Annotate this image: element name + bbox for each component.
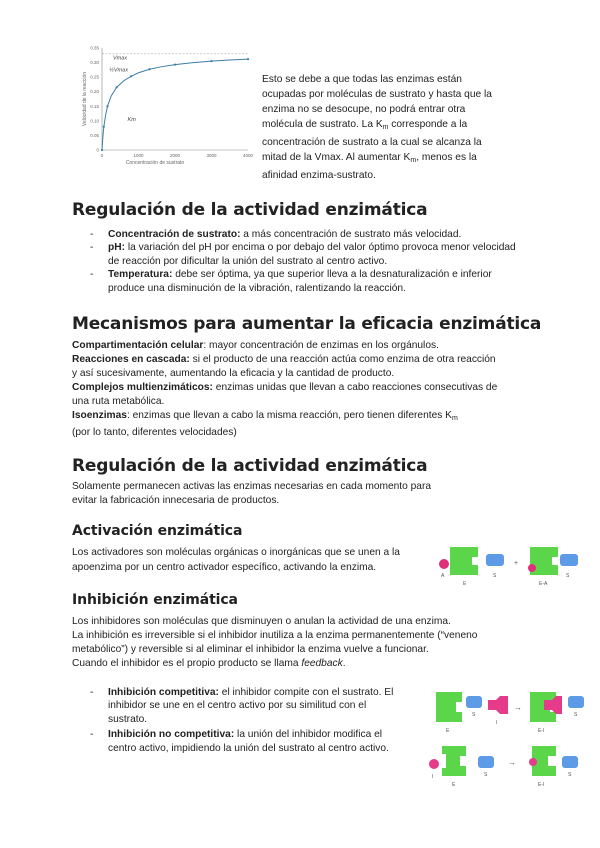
inhibitor-molecule — [429, 759, 439, 769]
substrate-molecule-2 — [562, 756, 578, 768]
label-i: I — [432, 774, 434, 780]
label-s2: S — [568, 772, 572, 778]
x-tick-label: 0 — [100, 153, 104, 158]
mechanism-item: Reacciones en cascada: si el producto de una reacción actúa como enzima de otra reacción y así sucesivamente, aumentando la eficacia y la cantidad de producto. — [72, 354, 496, 379]
label-ei: E-I — [538, 782, 545, 788]
y-tick-label: 0.10 — [90, 118, 99, 124]
arrow: → — [514, 703, 522, 712]
x-tick-label: 3000 — [206, 153, 217, 158]
plus-sign: + — [514, 560, 519, 567]
label-a: A — [441, 573, 445, 579]
activation-text: Los activadores son moléculas orgánicas o inorgánicas que se unen a la apoenzima por un centro activador específico, activando la enzima. — [72, 547, 400, 573]
mechanism-item: (por lo tanto, diferentes velocidades) — [72, 427, 237, 438]
intro-paragraph — [262, 72, 562, 183]
mechanisms-body — [72, 339, 502, 440]
enzyme-shape — [450, 547, 478, 575]
substrate-molecule-2 — [560, 554, 578, 566]
intro-line: Esto se debe a que todas las enzimas están — [262, 74, 462, 85]
y-tick-label: 0.35 — [90, 45, 99, 51]
section-title-regulation-2: Regulación de la actividad enzimática — [72, 456, 428, 476]
x-axis-label: Concentración de sustrato — [125, 160, 185, 166]
mechanism-item: Compartimentación celular: mayor concentración de enzimas en los orgánulos. — [72, 340, 439, 351]
activation-title: Activación enzimática — [72, 523, 243, 539]
y-tick-label: 0.25 — [90, 74, 99, 80]
bound-activator — [528, 564, 536, 572]
mechanism-item: Isoenzimas: enzimas que llevan a cabo la misma reacción, pero tienen diferentes $K_m$ — [72, 410, 458, 422]
label-s: S — [484, 772, 488, 778]
label-e: E — [452, 782, 456, 788]
intro-line: afinidad enzima-sustrato. — [262, 170, 376, 181]
annotation-half-vmax: ½Vmax — [109, 67, 128, 74]
mechanism-item: Complejos multienzimáticos: enzimas unidas que llevan a cabo reacciones consecutivas de una ruta metabólica. — [72, 382, 498, 407]
data-point — [247, 58, 249, 60]
intro-line: mitad de la Vmax. Al aumentar $K_m$, menos es la — [262, 152, 477, 164]
intro-line: concentración de sustrato a la cual se alcanza la — [262, 137, 482, 148]
data-point — [101, 149, 103, 151]
label-ea: E-A — [539, 581, 548, 587]
competitive-inhibition-diagram — [432, 688, 592, 736]
y-tick-label: 0 — [96, 147, 99, 153]
intro-line: ocupadas por moléculas de sustrato y hasta que la — [262, 89, 492, 100]
data-point — [148, 68, 150, 70]
list-item: - Concentración de sustrato: a más concentración de sustrato más velocidad. — [90, 229, 462, 240]
section-title-mechanisms: Mecanismos para aumentar la eficacia enzimática — [72, 314, 542, 334]
inhibition-title: Inhibición enzimática — [72, 592, 238, 608]
label-s: S — [493, 573, 497, 579]
inhibition-line: La inhibición es irreversible si el inhibidor inutiliza a la enzima permanentemente (“veneno metabólico”) y reversible si al eliminar el inhibidor la enzima vuelve a funcionar. — [72, 630, 478, 655]
y-tick-label: 0.05 — [90, 132, 99, 138]
regulation-factors-list — [90, 228, 520, 295]
label-s: S — [472, 712, 476, 718]
inhibition-types-list — [90, 686, 408, 755]
regulation-text: Solamente permanecen activas las enzimas necesarias en cada momento para evitar la fabricación innecesaria de productos. — [72, 481, 432, 506]
label-s2: S — [566, 573, 570, 579]
list-item: - Temperatura: debe ser óptima, ya que superior lleva a la desnaturalización e inferior produce una disminución de la vibración, ralentizando la reacción. — [90, 269, 492, 294]
list-item: - pH: la variación del pH por encima o por debajo del valor óptimo provoca menor velocidad de reacción por dificultar la unión del sustrato al centro activo. — [90, 242, 516, 267]
label-e: E — [463, 581, 467, 587]
y-tick-label: 0.20 — [90, 89, 99, 95]
data-point — [106, 105, 108, 107]
label-s2: S — [574, 712, 578, 718]
annotation-vmax: Vmax — [112, 55, 128, 62]
enzyme-shape — [442, 746, 466, 776]
list-item: - Inhibición no competitiva: la unión del inhibidor modifica el centro activo, impidiendo la unión del sustrato al centro activo. — [90, 729, 389, 754]
inhibition-intro — [72, 615, 492, 671]
data-point — [116, 86, 118, 88]
inhibition-line: Los inhibidores son moléculas que disminuyen o anulan la actividad de una enzima. — [72, 616, 451, 627]
inhibition-line: Cuando el inhibidor es el propio producto se llama feedback. — [72, 658, 346, 669]
noncompetitive-inhibition-diagram — [424, 740, 592, 790]
michaelis-menten-chart — [80, 40, 260, 170]
x-tick-label: 2000 — [169, 153, 181, 158]
list-item: - Inhibición competitiva: el inhibidor compite con el sustrato. El inhibidor se une en el centro activo por su similitud con el sustrato. — [90, 687, 394, 725]
activator-molecule — [439, 559, 449, 569]
intro-line: molécula de sustrato. La $K_m$ corresponde a la — [262, 119, 468, 131]
y-tick-label: 0.30 — [90, 60, 99, 66]
label-e: E — [446, 728, 450, 734]
intro-line: enzima no se desocupe, no podrá entrar otra — [262, 104, 466, 115]
x-tick-label: 1000 — [133, 153, 144, 158]
enzyme-shape — [436, 692, 462, 722]
inhibitor-molecule — [488, 696, 508, 714]
y-tick-label: 0.15 — [90, 103, 99, 109]
substrate-molecule — [486, 554, 504, 566]
data-point — [174, 64, 176, 66]
annotation-km: Km — [127, 116, 136, 123]
label-i: I — [496, 720, 498, 726]
data-point — [130, 75, 132, 77]
x-tick-label: 4000 — [242, 153, 254, 158]
data-point — [210, 60, 212, 62]
substrate-molecule-2 — [568, 696, 584, 708]
substrate-molecule — [478, 756, 494, 768]
y-axis-label: Velocidad de la reacción — [82, 71, 88, 127]
activation-diagram — [432, 540, 592, 590]
substrate-molecule — [466, 696, 482, 708]
arrow: → — [508, 758, 516, 767]
data-point — [103, 126, 105, 128]
section-title-regulation: Regulación de la actividad enzimática — [72, 200, 428, 220]
label-ei: E-I — [538, 728, 545, 734]
bound-inhibitor — [529, 758, 537, 766]
